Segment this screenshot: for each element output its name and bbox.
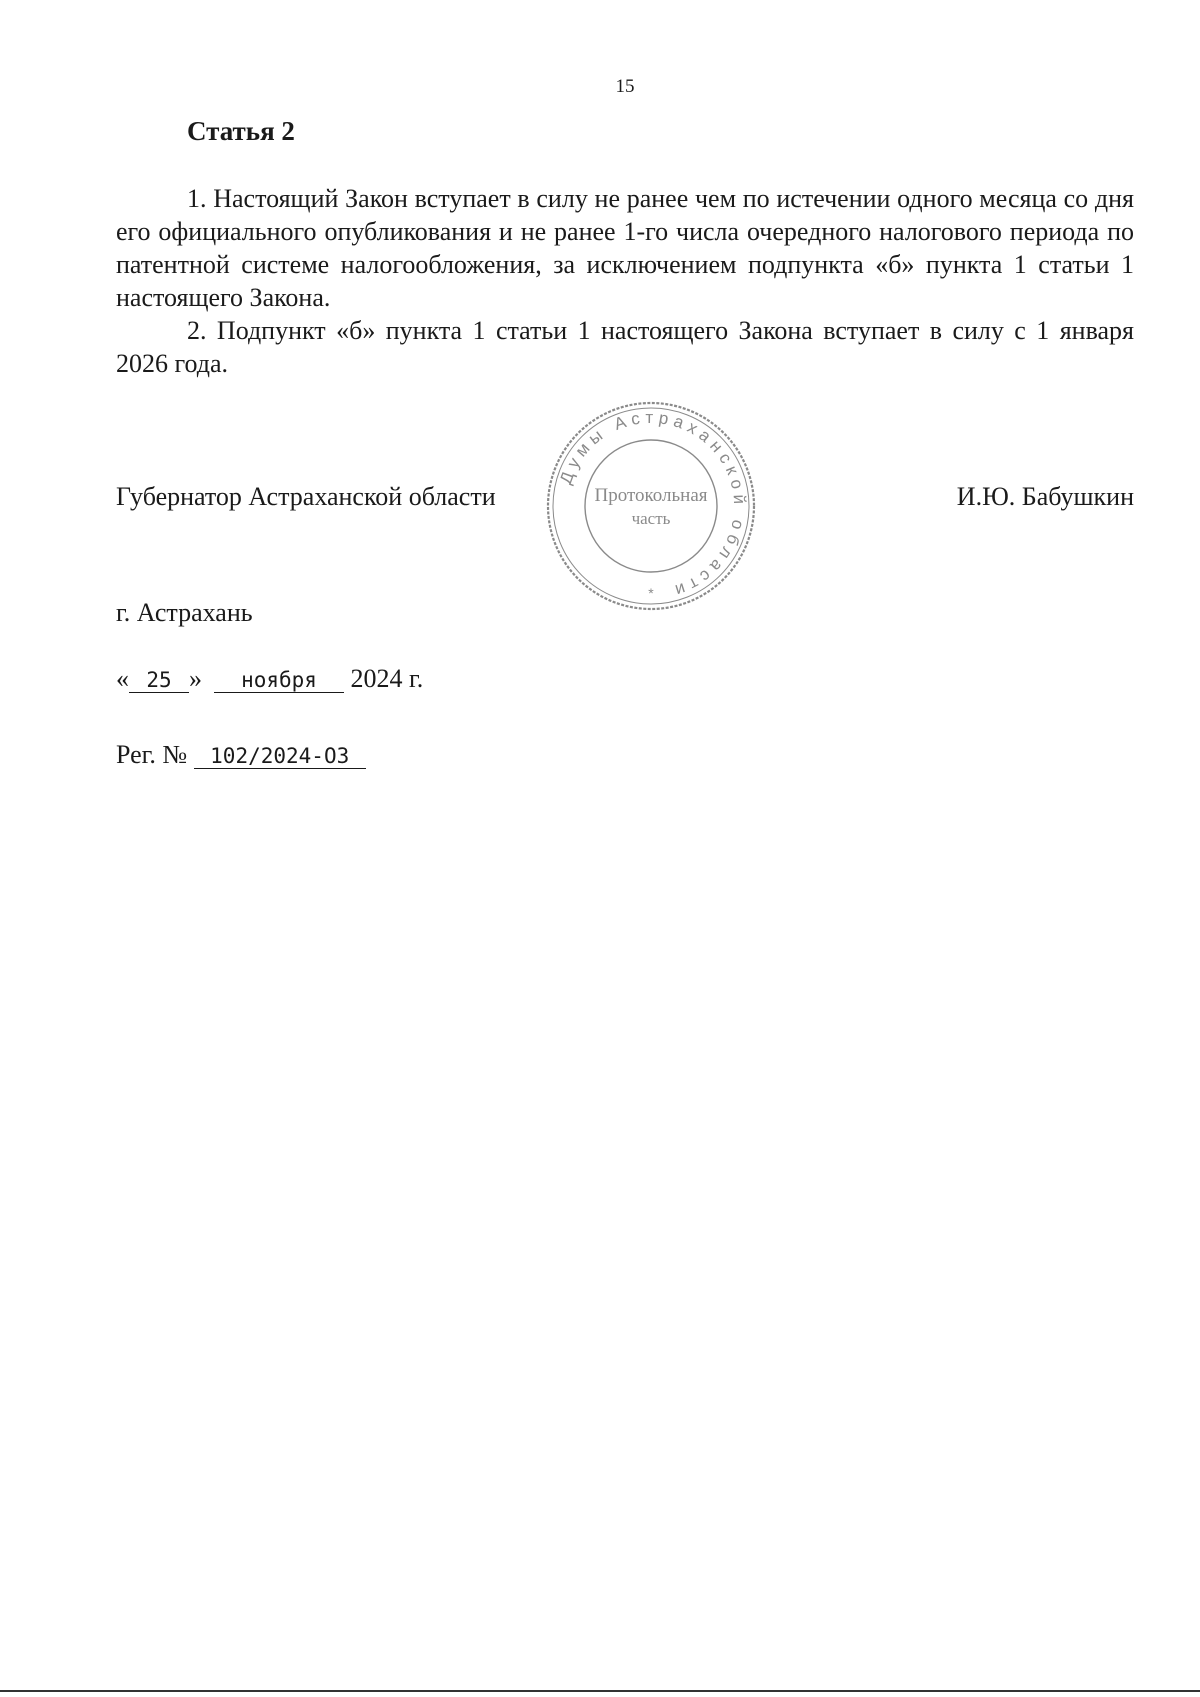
date-year: 2024 г.: [350, 664, 424, 693]
article-heading: Статья 2: [187, 116, 295, 146]
stamp-star: *: [648, 585, 654, 601]
stamp-ring-text: Думы Астраханской области: [556, 407, 750, 602]
page-bottom-rule: [0, 1690, 1200, 1692]
article-paragraph-1: 1. Настоящий Закон вступает в силу не ранее чем по истечении одного месяца со дня его официального опубликования и не ранее 1-го числа очередного налогового периода по патентной системе налогообложения, за исключением подпункта «б» пункта 1 статьи 1 настоящего Закона.: [116, 184, 1134, 312]
date-day: 25: [129, 668, 189, 693]
article-body: [116, 182, 1134, 380]
signing-date: [116, 664, 423, 694]
stamp-center-line-2: часть: [631, 509, 671, 528]
signatory-role: Губернатор Астраханской области: [116, 482, 496, 511]
stamp-center-line-1: Протокольная: [594, 485, 708, 506]
registration-number: 102/2024-ОЗ: [194, 744, 366, 769]
date-close-quote: »: [189, 664, 202, 693]
page-number: 15: [615, 76, 635, 97]
registration-line: [116, 740, 366, 770]
official-stamp: [540, 395, 762, 617]
registration-label: Рег. №: [116, 740, 188, 769]
article-paragraph-2: 2. Подпункт «б» пункта 1 статьи 1 настоящего Закона вступает в силу с 1 января 2026 года.: [116, 316, 1134, 378]
date-open-quote: «: [116, 664, 129, 693]
signatory-name: И.Ю. Бабушкин: [956, 482, 1134, 511]
place-of-signing: г. Астрахань: [116, 598, 253, 627]
date-month: ноября: [214, 668, 344, 693]
